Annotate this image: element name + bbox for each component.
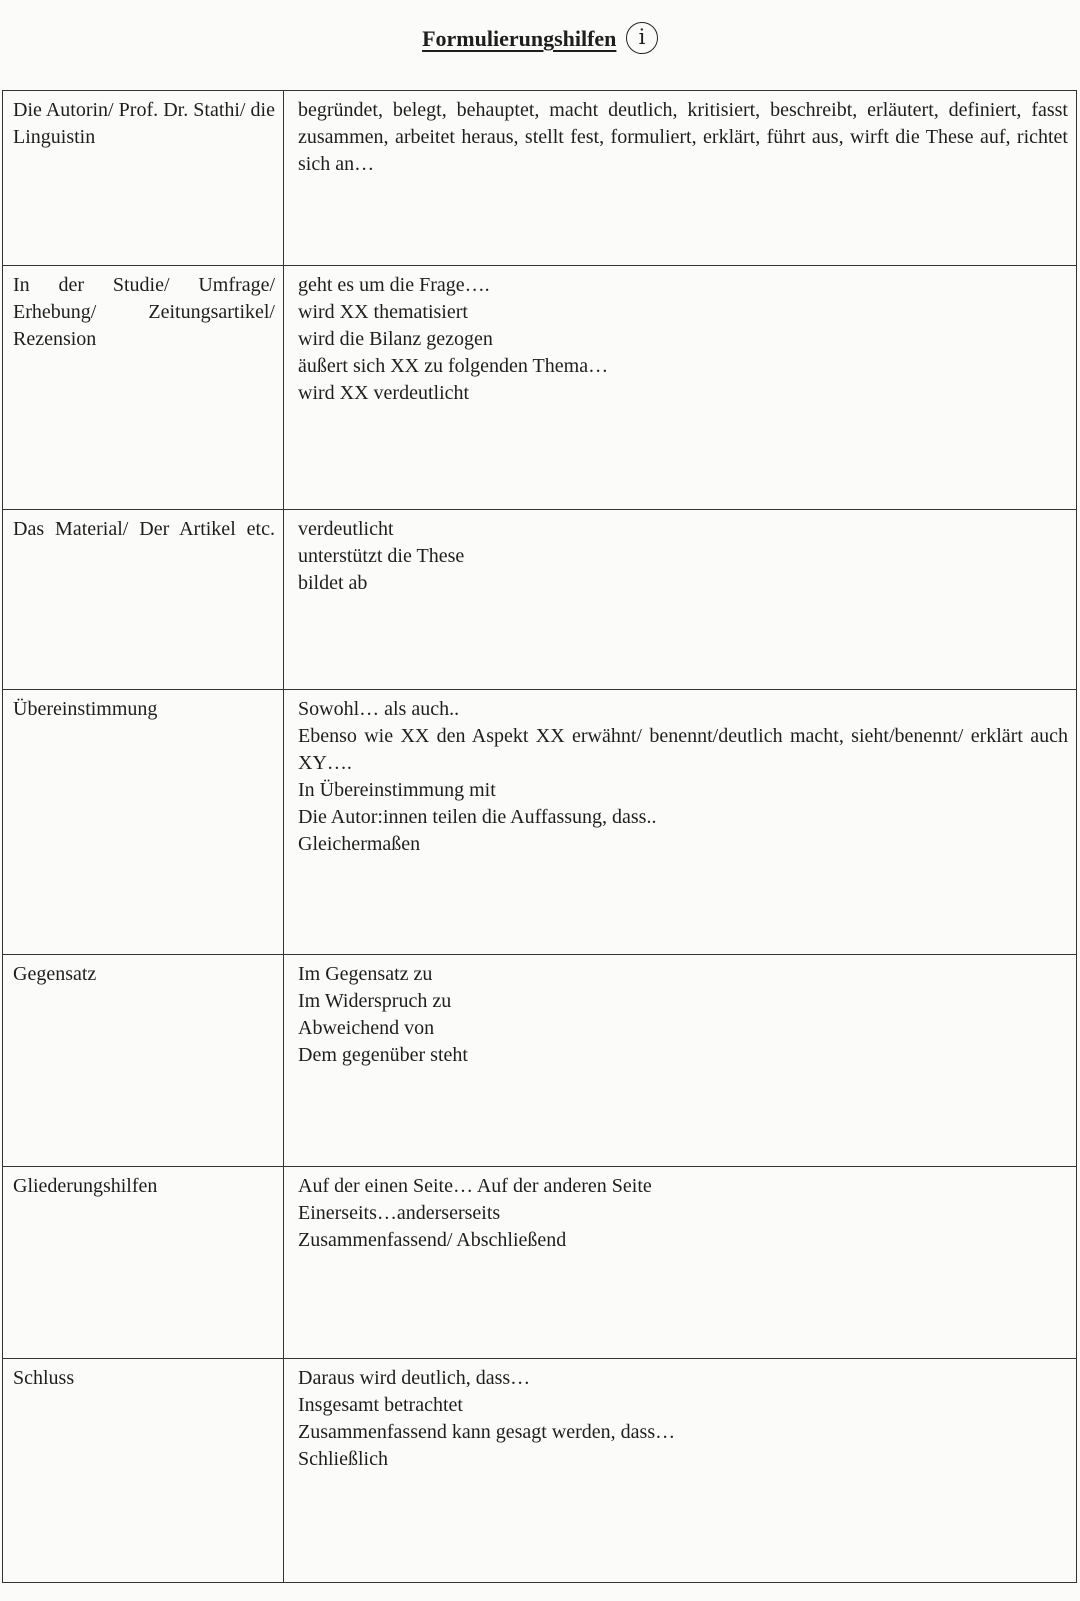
category-cell: Gegensatz — [3, 955, 284, 1167]
phrases-cell — [284, 1167, 1077, 1359]
phrases-cell — [284, 266, 1077, 510]
phrase-line: Ebenso wie XX den Aspekt XX erwähnt/ benennt/deutlich macht, sieht/benennt/ erklärt auch XY…. — [298, 725, 1068, 774]
table-row — [3, 1359, 1077, 1583]
phrase-line: Zusammenfassend kann gesagt werden, dass… — [298, 1421, 676, 1443]
phrase-line: Insgesamt betrachtet — [298, 1394, 463, 1416]
phrase-line: Einerseits…anderserseits — [298, 1202, 501, 1224]
phrase-line: Im Gegensatz zu — [298, 963, 433, 985]
phrase-line: Daraus wird deutlich, dass… — [298, 1367, 531, 1389]
phrases-cell — [284, 510, 1077, 690]
phrase-line: unterstützt die These — [298, 545, 465, 567]
category-cell: Gliederungshilfen — [3, 1167, 284, 1359]
phrases-cell — [284, 690, 1077, 955]
phrases-cell — [284, 955, 1077, 1167]
phrase-line: äußert sich XX zu folgenden Thema… — [298, 355, 609, 377]
table-row — [3, 955, 1077, 1167]
category-cell: Das Material/ Der Artikel etc. — [3, 510, 284, 690]
info-icon: i — [626, 22, 658, 54]
phrase-line: Schließlich — [298, 1448, 388, 1470]
phrases-cell — [284, 91, 1077, 266]
phrases-cell — [284, 1359, 1077, 1583]
phrase-line: geht es um die Frage…. — [298, 274, 490, 296]
phrase-line: begründet, belegt, behauptet, macht deutlich, kritisiert, beschreibt, erläutert, definiert, fasst zusammen, arbeitet heraus, stellt fest, formuliert, erklärt, führt aus, wirft die These auf, richtet sich an… — [298, 99, 1068, 175]
table-row — [3, 91, 1077, 266]
phrase-line: Im Widerspruch zu — [298, 990, 452, 1012]
category-cell: Schluss — [3, 1359, 284, 1583]
phrase-line: Dem gegenüber steht — [298, 1044, 468, 1066]
phrase-line: wird die Bilanz gezogen — [298, 328, 493, 350]
phrase-table — [2, 90, 1077, 1583]
table-row — [3, 690, 1077, 955]
phrase-line: Abweichend von — [298, 1017, 435, 1039]
category-cell: In der Studie/ Umfrage/ Erhebung/ Zeitungsartikel/ Rezension — [3, 266, 284, 510]
phrase-line: Zusammenfassend/ Abschließend — [298, 1229, 567, 1251]
phrase-line: verdeutlicht — [298, 518, 394, 540]
category-cell: Übereinstimmung — [3, 690, 284, 955]
phrase-line: Die Autor:innen teilen die Auffassung, dass.. — [298, 806, 657, 828]
phrase-line: Gleichermaßen — [298, 833, 421, 855]
category-cell: Die Autorin/ Prof. Dr. Stathi/ die Linguistin — [3, 91, 284, 266]
phrase-line: In Übereinstimmung mit — [298, 779, 496, 801]
title-text: Formulierungshilfen — [422, 26, 617, 51]
table-row — [3, 510, 1077, 690]
phrase-line: wird XX thematisiert — [298, 301, 468, 323]
phrase-line: Sowohl… als auch.. — [298, 698, 460, 720]
table-row — [3, 1167, 1077, 1359]
phrase-line: Auf der einen Seite… Auf der anderen Seite — [298, 1175, 652, 1197]
page-title — [0, 22, 1080, 54]
phrase-line: wird XX verdeutlicht — [298, 382, 470, 404]
phrase-line: bildet ab — [298, 572, 368, 594]
table-row — [3, 266, 1077, 510]
